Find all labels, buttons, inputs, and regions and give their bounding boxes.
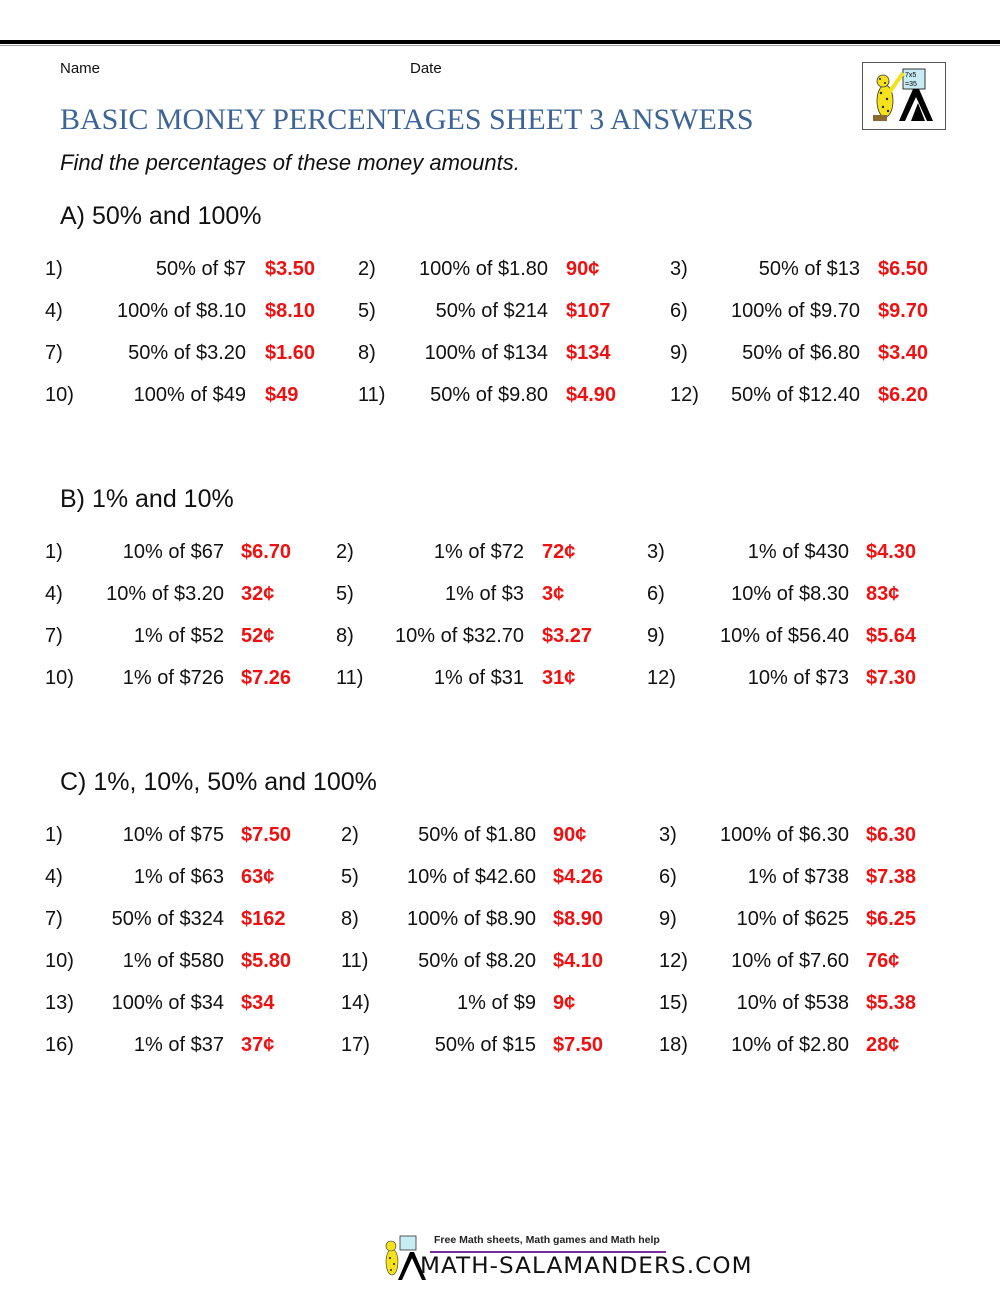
question-number: 8) xyxy=(336,625,354,647)
answer-value: 9¢ xyxy=(553,992,576,1014)
page-title: BASIC MONEY PERCENTAGES SHEET 3 ANSWERS xyxy=(60,103,754,136)
question-expression: 1% of $9 xyxy=(457,992,536,1014)
question-number: 3) xyxy=(659,824,677,846)
question-number: 8) xyxy=(341,908,359,930)
question-expression: 100% of $8.10 xyxy=(117,300,246,322)
answer-value: $5.80 xyxy=(241,950,292,972)
footer-site-name: MATH-SALAMANDERS.COM xyxy=(420,1254,753,1279)
question-number: 2) xyxy=(358,258,376,280)
question-expression: 1% of $726 xyxy=(122,667,224,689)
question-expression: 10% of $2.80 xyxy=(731,1034,849,1056)
answer-value: $8.90 xyxy=(553,908,604,930)
question-number: 3) xyxy=(647,541,665,563)
question-expression: 1% of $31 xyxy=(433,667,524,689)
answer-value: $7.50 xyxy=(241,824,292,846)
question-expression: 1% of $37 xyxy=(133,1034,224,1056)
question-expression: 100% of $8.90 xyxy=(407,908,536,930)
question-number: 10) xyxy=(45,950,74,972)
question-number: 10) xyxy=(45,384,74,406)
question-expression: 10% of $3.20 xyxy=(106,583,224,605)
question-number: 15) xyxy=(659,992,688,1014)
question-expression: 100% of $9.70 xyxy=(731,300,860,322)
question-number: 16) xyxy=(45,1034,74,1056)
question-number: 1) xyxy=(45,824,63,846)
question-number: 5) xyxy=(341,866,359,888)
question-number: 6) xyxy=(670,300,688,322)
section-b-title: B) 1% and 10% xyxy=(60,485,234,513)
instructions: Find the percentages of these money amounts. xyxy=(60,150,520,175)
question-expression: 10% of $7.60 xyxy=(731,950,849,972)
question-expression: 50% of $15 xyxy=(434,1034,536,1056)
question-expression: 1% of $580 xyxy=(122,950,224,972)
svg-text:=35: =35 xyxy=(905,81,917,88)
top-border-rule xyxy=(0,40,1000,44)
question-expression: 1% of $63 xyxy=(133,866,224,888)
question-expression: 10% of $625 xyxy=(736,908,849,930)
name-label: Name xyxy=(60,60,101,77)
answer-value: $4.90 xyxy=(566,384,617,406)
answer-value: $8.10 xyxy=(265,300,316,322)
question-number: 6) xyxy=(647,583,665,605)
question-expression: 50% of $7 xyxy=(155,258,246,280)
answer-value: $162 xyxy=(241,908,286,930)
answer-value: $3.50 xyxy=(265,258,316,280)
answer-value: 90¢ xyxy=(566,258,600,280)
question-expression: 10% of $538 xyxy=(736,992,849,1014)
question-number: 3) xyxy=(670,258,688,280)
question-number: 17) xyxy=(341,1034,370,1056)
question-expression: 100% of $1.80 xyxy=(419,258,548,280)
question-number: 12) xyxy=(670,384,699,406)
answer-value: 76¢ xyxy=(866,950,900,972)
answer-value: $4.30 xyxy=(866,541,917,563)
question-number: 9) xyxy=(670,342,688,364)
answer-value: 31¢ xyxy=(542,667,576,689)
answer-value: 32¢ xyxy=(241,583,275,605)
question-number: 7) xyxy=(45,908,63,930)
answer-value: $5.38 xyxy=(866,992,917,1014)
question-number: 10) xyxy=(45,667,74,689)
question-expression: 10% of $56.40 xyxy=(720,625,849,647)
answer-value: 90¢ xyxy=(553,824,587,846)
question-expression: 10% of $8.30 xyxy=(731,583,849,605)
question-expression: 50% of $324 xyxy=(111,908,224,930)
question-number: 9) xyxy=(659,908,677,930)
answer-value: $6.25 xyxy=(866,908,917,930)
question-number: 11) xyxy=(358,384,386,406)
answer-value: $7.30 xyxy=(866,667,917,689)
answer-value: $4.10 xyxy=(553,950,604,972)
answer-value: 52¢ xyxy=(241,625,275,647)
question-number: 5) xyxy=(358,300,376,322)
question-number: 11) xyxy=(336,667,364,689)
footer-tagline: Free Math sheets, Math games and Math help xyxy=(434,1234,660,1246)
answer-value: $3.27 xyxy=(542,625,593,647)
question-number: 4) xyxy=(45,583,63,605)
question-expression: 50% of $9.80 xyxy=(430,384,548,406)
answer-value: $7.50 xyxy=(553,1034,604,1056)
question-number: 11) xyxy=(341,950,369,972)
question-number: 12) xyxy=(647,667,676,689)
question-expression: 10% of $42.60 xyxy=(407,866,536,888)
answer-value: $7.26 xyxy=(241,667,292,689)
answer-value: $4.26 xyxy=(553,866,604,888)
answer-value: $9.70 xyxy=(878,300,929,322)
answer-value: $49 xyxy=(265,384,299,406)
question-number: 14) xyxy=(341,992,370,1014)
answer-value: 63¢ xyxy=(241,866,275,888)
answer-value: $7.38 xyxy=(866,866,917,888)
answer-value: $6.20 xyxy=(878,384,929,406)
question-expression: 1% of $738 xyxy=(747,866,849,888)
question-expression: 10% of $73 xyxy=(747,667,849,689)
question-expression: 50% of $214 xyxy=(435,300,548,322)
answer-value: 3¢ xyxy=(542,583,565,605)
question-expression: 100% of $49 xyxy=(133,384,246,406)
question-expression: 50% of $6.80 xyxy=(742,342,860,364)
answer-value: $34 xyxy=(241,992,275,1014)
question-expression: 10% of $75 xyxy=(122,824,224,846)
question-number: 1) xyxy=(45,258,63,280)
answer-value: $134 xyxy=(566,342,611,364)
question-number: 18) xyxy=(659,1034,688,1056)
question-expression: 50% of $13 xyxy=(758,258,860,280)
salamander-logo-icon xyxy=(862,62,946,130)
question-number: 4) xyxy=(45,300,63,322)
question-expression: 1% of $52 xyxy=(133,625,224,647)
section-a-title: A) 50% and 100% xyxy=(60,202,262,230)
question-number: 2) xyxy=(336,541,354,563)
answer-value: $5.64 xyxy=(866,625,917,647)
question-number: 1) xyxy=(45,541,63,563)
question-expression: 1% of $430 xyxy=(747,541,849,563)
question-number: 7) xyxy=(45,625,63,647)
question-expression: 1% of $72 xyxy=(433,541,524,563)
question-number: 12) xyxy=(659,950,688,972)
question-number: 6) xyxy=(659,866,677,888)
answer-value: $6.70 xyxy=(241,541,292,563)
question-number: 5) xyxy=(336,583,354,605)
question-expression: 50% of $8.20 xyxy=(418,950,536,972)
question-expression: 50% of $3.20 xyxy=(128,342,246,364)
footer-divider xyxy=(430,1251,666,1253)
section-c-title: C) 1%, 10%, 50% and 100% xyxy=(60,768,377,796)
svg-text:7x5: 7x5 xyxy=(905,72,917,79)
answer-value: 28¢ xyxy=(866,1034,900,1056)
answer-value: $107 xyxy=(566,300,611,322)
footer-logo xyxy=(378,1232,753,1287)
question-expression: 10% of $32.70 xyxy=(395,625,524,647)
question-number: 9) xyxy=(647,625,665,647)
top-border-rule-thin xyxy=(0,45,1000,46)
answer-value: 72¢ xyxy=(542,541,576,563)
question-expression: 50% of $12.40 xyxy=(731,384,860,406)
question-number: 7) xyxy=(45,342,63,364)
question-expression: 100% of $34 xyxy=(111,992,224,1014)
answer-value: $1.60 xyxy=(265,342,316,364)
question-number: 8) xyxy=(358,342,376,364)
question-expression: 50% of $1.80 xyxy=(418,824,536,846)
question-expression: 1% of $3 xyxy=(445,583,524,605)
question-number: 2) xyxy=(341,824,359,846)
answer-value: $6.50 xyxy=(878,258,929,280)
question-expression: 100% of $6.30 xyxy=(720,824,849,846)
answer-value: $6.30 xyxy=(866,824,917,846)
question-number: 13) xyxy=(45,992,74,1014)
question-expression: 10% of $67 xyxy=(122,541,224,563)
question-number: 4) xyxy=(45,866,63,888)
date-label: Date xyxy=(410,60,442,77)
answer-value: $3.40 xyxy=(878,342,929,364)
question-expression: 100% of $134 xyxy=(424,342,548,364)
answer-value: 37¢ xyxy=(241,1034,275,1056)
answer-value: 83¢ xyxy=(866,583,900,605)
